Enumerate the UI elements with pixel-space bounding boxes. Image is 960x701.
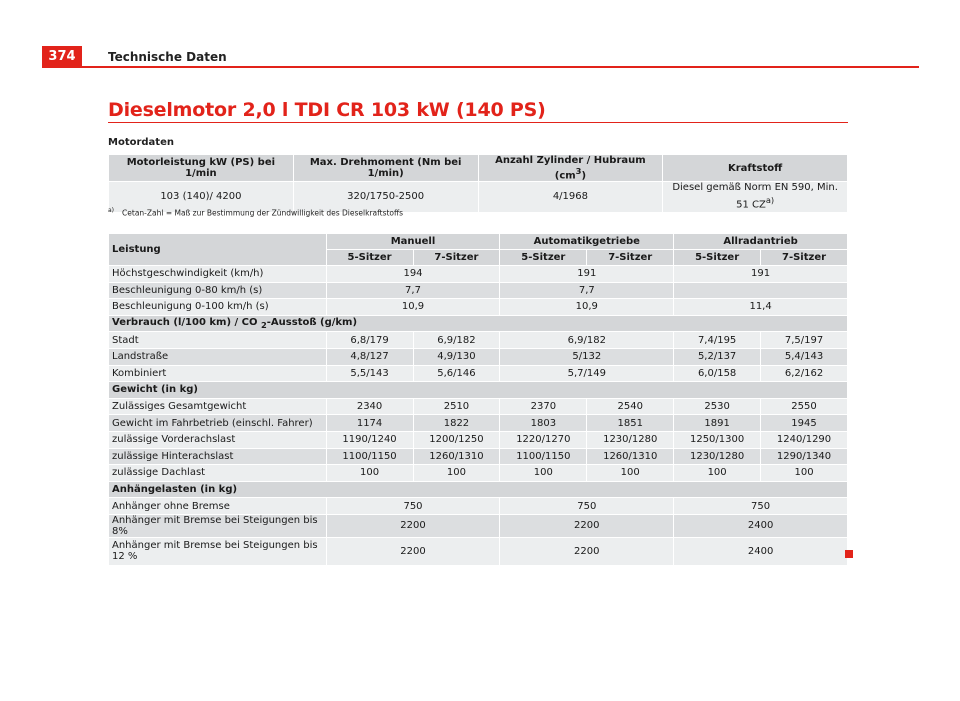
table-row — [109, 348, 848, 365]
table-cell: 6,0/158 — [674, 365, 761, 382]
table-cell: 5,2/137 — [674, 348, 761, 365]
table-row — [109, 498, 848, 515]
table-cell: 2400 — [674, 514, 848, 537]
table-cell: 2510 — [413, 398, 500, 415]
row-label: Höchstgeschwindigkeit (km/h) — [109, 266, 327, 283]
column-subheader: 5-Sitzer — [500, 250, 587, 266]
row-label: Gewicht im Fahrbetrieb (einschl. Fahrer) — [109, 415, 327, 432]
table-cell — [674, 282, 848, 299]
table-cell: 750 — [500, 498, 674, 515]
header-divider — [82, 66, 919, 68]
section-end-marker — [845, 550, 853, 558]
column-group-header: Automatikgetriebe — [500, 234, 674, 250]
table-cell: 7,5/197 — [761, 332, 848, 349]
table-cell: 2530 — [674, 398, 761, 415]
column-subheader: 5-Sitzer — [326, 250, 413, 266]
table-cell: 1803 — [500, 415, 587, 432]
column-subheader: 7-Sitzer — [413, 250, 500, 266]
footnote-text: Cetan-Zahl = Maß zur Bestimmung der Zündwilligkeit des Dieselkraftstoffs — [122, 208, 404, 218]
column-subheader: 5-Sitzer — [674, 250, 761, 266]
table-cell: 100 — [674, 465, 761, 482]
column-header: Max. Drehmoment (Nm bei 1/min) — [293, 155, 478, 182]
column-subheader: 7-Sitzer — [761, 250, 848, 266]
column-header: Kraftstoff — [663, 155, 848, 182]
table-row — [109, 415, 848, 432]
table-cell: 2400 — [674, 537, 848, 565]
column-header: Motorleistung kW (PS) bei 1/min — [109, 155, 294, 182]
table-cell: 6,9/182 — [413, 332, 500, 349]
footnote-marker: a) — [108, 207, 115, 214]
section-label-weight: Gewicht (in kg) — [109, 382, 848, 399]
table-header-row — [109, 234, 848, 250]
superscript: 3 — [575, 166, 582, 176]
row-label: Anhänger mit Bremse bei Steigungen bis 8% — [109, 514, 327, 537]
table-cell: 1851 — [587, 415, 674, 432]
section-label-trailer: Anhängelasten (in kg) — [109, 481, 848, 498]
table-cell: 7,7 — [326, 282, 500, 299]
table-cell: 2200 — [500, 537, 674, 565]
table-cell: 6,2/162 — [761, 365, 848, 382]
table-cell: 2340 — [326, 398, 413, 415]
table-cell: 100 — [587, 465, 674, 482]
table-cell: 2550 — [761, 398, 848, 415]
table-cell: 1174 — [326, 415, 413, 432]
table-cell: 5,5/143 — [326, 365, 413, 382]
table-cell: 5,4/143 — [761, 348, 848, 365]
table-cell: 100 — [326, 465, 413, 482]
table-cell: 2200 — [500, 514, 674, 537]
page-title: Dieselmotor 2,0 l TDI CR 103 kW (140 PS) — [108, 99, 546, 121]
table-cell: 100 — [413, 465, 500, 482]
table-cell: 191 — [500, 266, 674, 283]
column-header: Anzahl Zylinder / Hubraum $(cm^3)$ — [478, 155, 663, 182]
table-cell: 10,9 — [326, 299, 500, 316]
table-cell: 6,9/182 — [500, 332, 674, 349]
row-label: Stadt — [109, 332, 327, 349]
engine-data-table — [108, 154, 848, 213]
table-cell: 1100/1150 — [500, 448, 587, 465]
row-label: zulässige Hinterachslast — [109, 448, 327, 465]
row-label: Beschleunigung 0-80 km/h (s) — [109, 282, 327, 299]
table-cell: 1100/1150 — [326, 448, 413, 465]
table-cell: 1190/1240 — [326, 431, 413, 448]
row-label: Anhänger mit Bremse bei Steigungen bis 12 % — [109, 537, 327, 565]
column-header-text: Anzahl Zylinder / Hubraum (cm — [495, 155, 646, 182]
table-header-row — [109, 155, 848, 182]
fuel-cell — [663, 182, 848, 212]
table-cell: 7,7 — [500, 282, 674, 299]
table-cell: 4,8/127 — [326, 348, 413, 365]
row-label: Anhänger ohne Bremse — [109, 498, 327, 515]
section-text: -Ausstoß (g/km) — [266, 317, 358, 329]
power-cell: 103 (140)/ 4200 — [109, 182, 294, 212]
table-cell: 1200/1250 — [413, 431, 500, 448]
section-row — [109, 481, 848, 498]
cylinders-cell: 4/1968 — [478, 182, 663, 212]
table-cell: 1260/1310 — [587, 448, 674, 465]
table-row — [109, 398, 848, 415]
table-cell: 750 — [326, 498, 500, 515]
table-cell: 6,8/179 — [326, 332, 413, 349]
section-label-consumption — [109, 315, 848, 332]
table-cell: 4,9/130 — [413, 348, 500, 365]
column-subheader: 7-Sitzer — [587, 250, 674, 266]
table-cell: 10,9 — [500, 299, 674, 316]
table-cell: 100 — [500, 465, 587, 482]
row-label: zulässige Dachlast — [109, 465, 327, 482]
table-cell: 2370 — [500, 398, 587, 415]
header-section-title: Technische Daten — [108, 50, 227, 64]
table-cell: 2540 — [587, 398, 674, 415]
table-cell: 194 — [326, 266, 500, 283]
section-row — [109, 382, 848, 399]
table-cell: 7,4/195 — [674, 332, 761, 349]
table-row — [109, 431, 848, 448]
table-cell: 11,4 — [674, 299, 848, 316]
table-cell: 100 — [761, 465, 848, 482]
table-cell: 1891 — [674, 415, 761, 432]
table-cell: 1290/1340 — [761, 448, 848, 465]
table-cell: 1260/1310 — [413, 448, 500, 465]
column-group-header: Manuell — [326, 234, 500, 250]
table-row — [109, 514, 848, 537]
row-label: zulässige Vorderachslast — [109, 431, 327, 448]
page-number: 374 — [42, 46, 82, 68]
table-cell: 1230/1280 — [587, 431, 674, 448]
table-row — [109, 299, 848, 316]
table-row — [109, 332, 848, 349]
title-divider — [108, 122, 848, 123]
column-group-header: Allradantrieb — [674, 234, 848, 250]
table-row — [109, 465, 848, 482]
row-label: Landstraße — [109, 348, 327, 365]
table-cell: 1240/1290 — [761, 431, 848, 448]
torque-cell: 320/1750-2500 — [293, 182, 478, 212]
row-label: Kombiniert — [109, 365, 327, 382]
table-cell: 2200 — [326, 537, 500, 565]
table-row — [109, 266, 848, 283]
footnote-ref: a) — [765, 195, 775, 206]
table-row — [109, 537, 848, 565]
table-cell: 5/132 — [500, 348, 674, 365]
table-row — [109, 282, 848, 299]
performance-table — [108, 233, 848, 566]
row-label: Beschleunigung 0-100 km/h (s) — [109, 299, 327, 316]
table-cell: 1945 — [761, 415, 848, 432]
section-row — [109, 315, 848, 332]
table-cell: 750 — [674, 498, 848, 515]
table-row — [109, 448, 848, 465]
table-cell: 191 — [674, 266, 848, 283]
row-label: Zulässiges Gesamtgewicht — [109, 398, 327, 415]
engine-section-label: Motordaten — [108, 137, 174, 148]
footnote — [108, 207, 403, 218]
table-row — [109, 365, 848, 382]
table-cell: 1230/1280 — [674, 448, 761, 465]
subscript: 2 — [260, 320, 267, 331]
table-cell: 5,6/146 — [413, 365, 500, 382]
table-cell: 5,7/149 — [500, 365, 674, 382]
table-cell: 1250/1300 — [674, 431, 761, 448]
fuel-text: Diesel gemäß Norm EN 590, Min. 51 CZ — [672, 182, 838, 211]
table-cell: 1220/1270 — [500, 431, 587, 448]
table-cell: 2200 — [326, 514, 500, 537]
section-text: Verbrauch (l/100 km) / CO — [112, 317, 261, 329]
table-cell: 1822 — [413, 415, 500, 432]
column-header-leistung: Leistung — [109, 234, 327, 266]
